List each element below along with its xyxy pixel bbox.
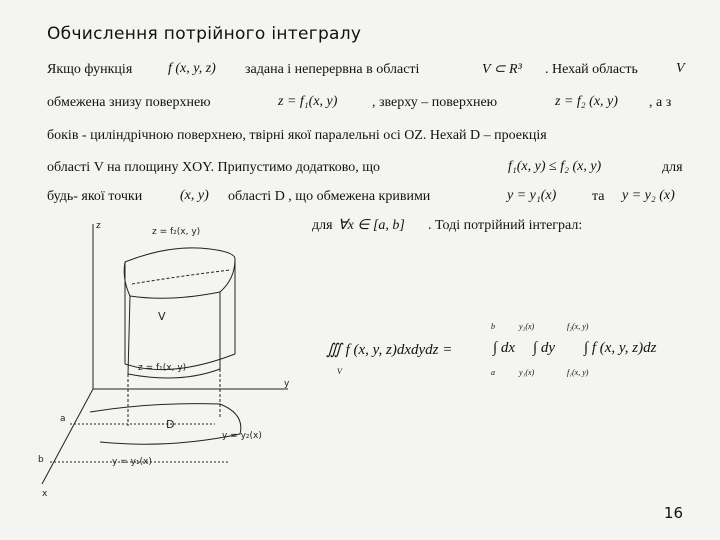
x-axis bbox=[42, 389, 93, 484]
figure-label-top: z = f₂(x, y) bbox=[152, 227, 201, 237]
text-line4-a: області V на площину XOY. Припустимо додатково, що bbox=[47, 160, 381, 175]
integral3-body: ∫ f (x, y, z)dz bbox=[584, 340, 657, 356]
integral3-upper: f₂(x, y) bbox=[567, 322, 589, 331]
formula-inequality: f₁(x, y) ≤ f₂ (x, y) bbox=[508, 159, 602, 174]
figure-label-y2: y = y₂(x) bbox=[222, 431, 262, 441]
integral2-upper: y₂(x) bbox=[519, 322, 535, 331]
formula-z-f1: z = f₁(x, y) bbox=[278, 94, 338, 109]
integral1-upper: b bbox=[491, 322, 495, 331]
integral-lhs: ∭ f (x, y, z)dxdydz = bbox=[326, 342, 453, 358]
text-line1-c: . Нехай область bbox=[545, 62, 638, 77]
figure-label-z: z bbox=[96, 221, 101, 231]
text-line5-c: та bbox=[592, 189, 605, 204]
integral-sub-v: V bbox=[337, 367, 342, 376]
formula-forall: ∀x ∈ [a, b] bbox=[338, 218, 405, 233]
slide-title: Обчислення потрійного інтегралу bbox=[47, 24, 362, 44]
front-wall-line bbox=[128, 296, 130, 374]
formula-v: V bbox=[676, 61, 685, 76]
integral2-lower: y₁(x) bbox=[519, 368, 535, 377]
formula-point: (x, y) bbox=[180, 188, 209, 203]
figure-label-v: V bbox=[158, 310, 166, 323]
formula-y-y2: y = y₂ (x) bbox=[622, 188, 675, 203]
integral2-body: ∫ dy bbox=[533, 340, 556, 356]
text-line1-b: задана і неперервна в області bbox=[245, 62, 420, 77]
text-line1-a: Якщо функція bbox=[47, 62, 133, 77]
text-line2-c: , а з bbox=[649, 95, 672, 110]
integral3-lower: f₁(x, y) bbox=[567, 368, 589, 377]
text-line5-a: будь- якої точки bbox=[47, 189, 143, 204]
figure-label-a: a bbox=[60, 414, 66, 424]
text-line5-b: області D , що обмежена кривими bbox=[228, 189, 431, 204]
figure-label-x: x bbox=[42, 489, 48, 499]
formula-f-xyz: f (x, y, z) bbox=[168, 61, 216, 76]
text-line2-b: , зверху – поверхнею bbox=[372, 95, 498, 110]
figure-label-y: y bbox=[284, 379, 290, 389]
figure-label-bottom: z = f₁(x, y) bbox=[138, 363, 187, 373]
integral1-lower: a bbox=[491, 368, 495, 377]
region-figure bbox=[30, 214, 300, 504]
text-line6-b: . Тоді потрійний інтеграл: bbox=[428, 218, 583, 233]
figure-label-b: b bbox=[38, 455, 44, 465]
text-line4-b: для bbox=[662, 160, 683, 175]
top-surface bbox=[124, 248, 235, 298]
integral1-body: ∫ dx bbox=[493, 340, 516, 356]
formula-z-f2: z = f₂ (x, y) bbox=[555, 94, 618, 109]
figure-label-y1: y = y₁(x) bbox=[112, 457, 152, 467]
text-line6-a: для bbox=[312, 218, 333, 233]
figure-label-d: D bbox=[166, 418, 175, 431]
page-number: 16 bbox=[663, 504, 683, 522]
formula-y-y1: y = y₁(x) bbox=[507, 188, 557, 203]
formula-v-in-r3: V ⊂ R³ bbox=[482, 62, 522, 77]
text-line2-a: обмежена знизу поверхнею bbox=[47, 95, 211, 110]
top-surface-inner bbox=[132, 270, 230, 284]
text-line3: боків - циліндрічною поверхнею, твірні якої паралельні осі OZ. Нехай D – проекція bbox=[47, 128, 547, 143]
